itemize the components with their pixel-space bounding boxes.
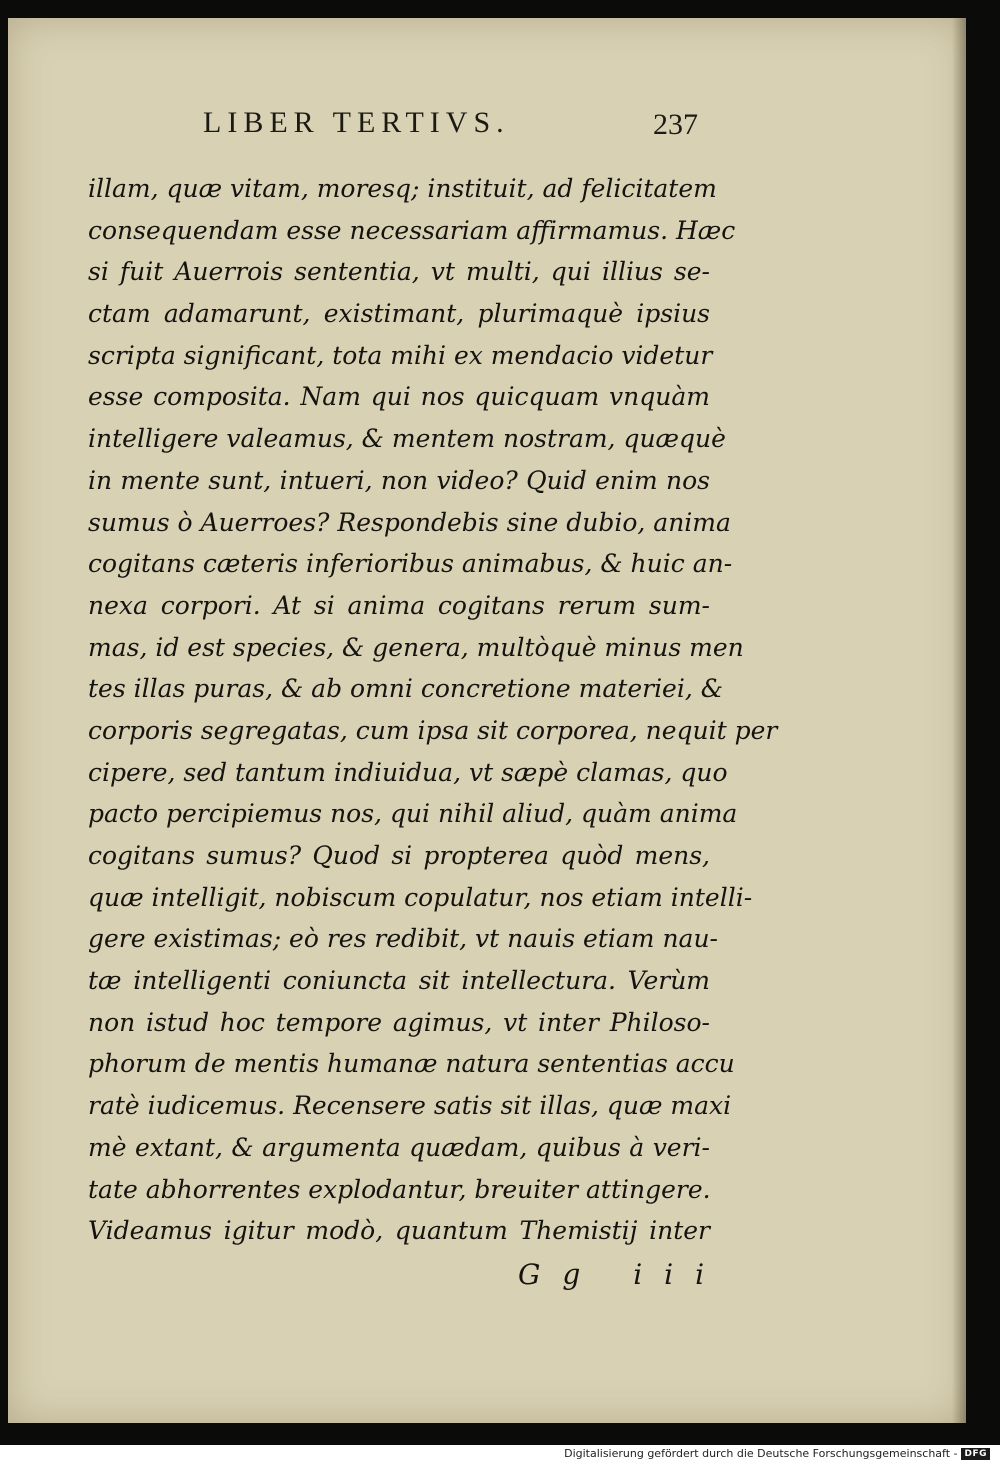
text-line: si fuit Auerrois sententia, vt multi, qui illius se-	[88, 257, 710, 287]
text-line: esse composita. Nam qui nos quicquam vnquàm	[88, 382, 710, 412]
text-line: pacto percipiemus nos, qui nihil aliud, quàm anima	[88, 799, 738, 829]
text-line: consequendam esse necessariam affirmamus. Hæc	[88, 215, 736, 245]
text-line: ratè iudicemus. Recensere satis sit illas, quæ maxi	[88, 1091, 732, 1121]
text-line: scripta significant, tota mihi ex mendacio videtur	[88, 340, 713, 370]
text-line: cipere, sed tantum indiuidua, vt sæpè clamas, quo	[88, 757, 728, 787]
book-page	[8, 18, 966, 1423]
text-line: ctam adamarunt, existimant, plurimaquè ipsius	[88, 299, 710, 329]
text-line: sumus ò Auerroes? Respondebis sine dubio, anima	[88, 507, 731, 537]
text-line: cogitans sumus? Quod si propterea quòd mens,	[88, 841, 710, 870]
text-line: phorum de mentis humanæ natura sententias accu	[88, 1049, 735, 1079]
text-line: nexa corpori. At si anima cogitans rerum sum-	[88, 590, 710, 620]
digitization-credit	[564, 1447, 990, 1460]
page-number: 237	[653, 108, 698, 141]
text-line: in mente sunt, intueri, non video? Quid enim nos	[88, 465, 710, 495]
text-line: tes illas puras, & ab omni concretione materiei, &	[88, 674, 723, 704]
text-line: intelligere valeamus, & mentem nostram, quæquè	[88, 424, 726, 454]
text-line: mas, id est species, & genera, multòquè minus men	[88, 632, 744, 662]
running-head: LIBER TERTIVS.	[203, 106, 510, 139]
text-line: mè extant, & argumenta quædam, quibus à veri-	[88, 1132, 710, 1162]
text-line: tate abhorrentes explodantur, breuiter attingere.	[88, 1174, 711, 1204]
credit-text: Digitalisierung gefördert durch die Deutsche Forschungsgemeinschaft -	[564, 1447, 958, 1460]
body-text	[88, 168, 778, 1252]
text-line: illam, quæ vitam, moresq; instituit, ad felicitatem	[88, 174, 717, 203]
signature-mark: Gg iii	[518, 1258, 727, 1291]
text-line: cogitans cæteris inferioribus animabus, & huic an-	[88, 549, 733, 579]
text-line: corporis segregatas, cum ipsa sit corporea, nequit per	[88, 715, 778, 745]
text-line: quæ intelligit, nobiscum copulatur, nos etiam intelli-	[88, 882, 753, 912]
dfg-logo-icon: DFG	[961, 1448, 990, 1460]
text-line: non istud hoc tempore agimus, vt inter Philoso-	[88, 1007, 710, 1037]
text-line: Videamus igitur modò, quantum Themistij inter	[88, 1216, 710, 1246]
text-line: gere existimas; eò res redibit, vt nauis etiam nau-	[88, 924, 719, 954]
text-line: tæ intelligenti coniuncta sit intellectura. Verùm	[88, 966, 710, 996]
